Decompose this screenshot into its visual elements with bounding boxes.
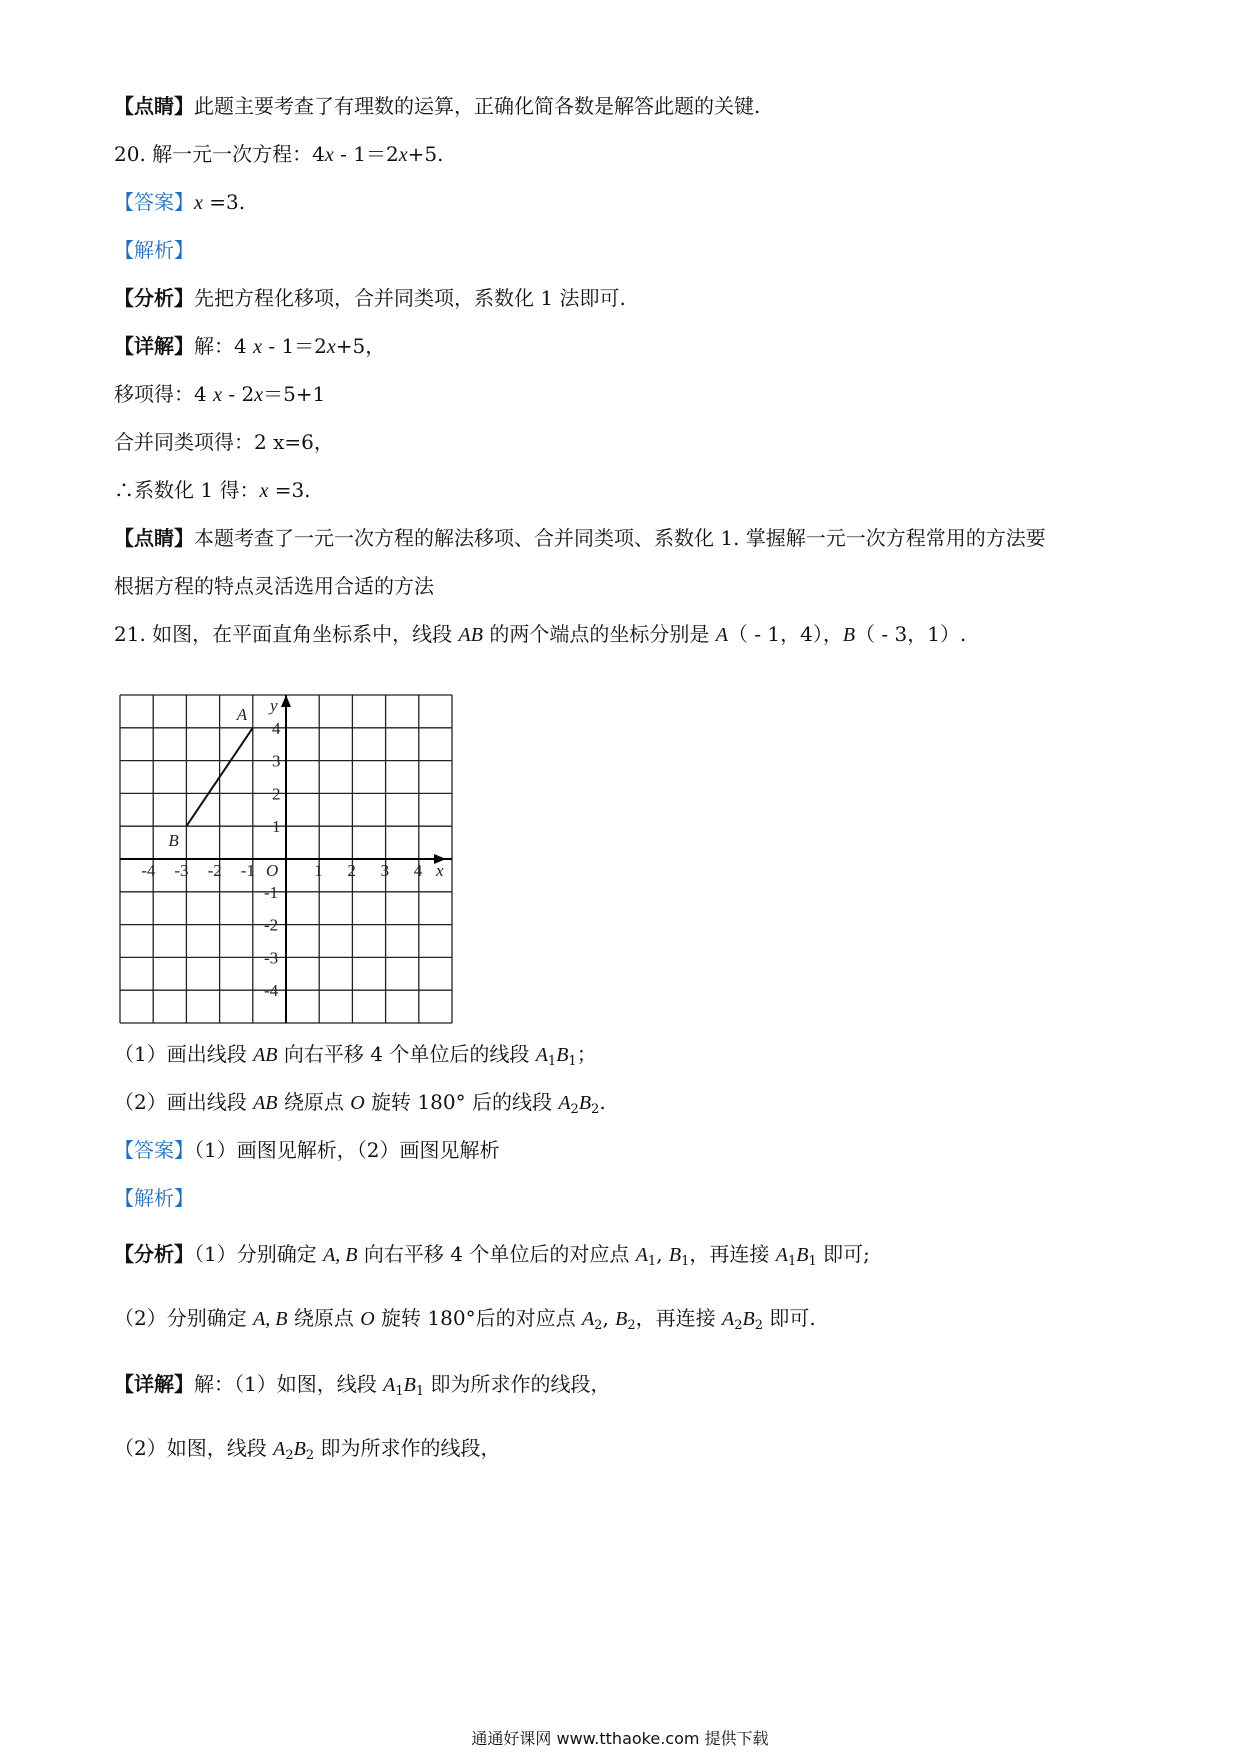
y-tick-label: 3 (272, 751, 281, 771)
fenxi-text: 旋转 180°后的对应点 (374, 1306, 582, 1330)
subscript: 1 (808, 1254, 817, 1269)
coordinate-grid-figure (118, 693, 454, 1025)
subscript: 2 (754, 1318, 764, 1333)
step-text: ∴系数化 1 得： (114, 478, 260, 502)
dianjing-line-1 (114, 92, 760, 120)
question-stem: 解一元一次方程：4 (152, 142, 325, 166)
subscript: 1 (395, 1384, 404, 1399)
x-tick-label: -2 (207, 861, 222, 880)
answer-tag: 【答案】 (114, 1138, 194, 1162)
var-x: x (194, 192, 203, 214)
jiexi-tag: 【解析】 (114, 238, 194, 262)
subscript: 1 (647, 1254, 657, 1269)
var-O: O (360, 1308, 375, 1330)
subscript: 1 (547, 1054, 557, 1069)
fenxi-text: （1）分别确定 (194, 1242, 324, 1266)
xiangjie-text: 解：（1）如图，线段 (194, 1372, 384, 1396)
xiangjie-tag: 【详解】 (114, 1372, 194, 1396)
question-number: 20. (114, 142, 146, 166)
answer-text: （1）画图见解析，（2）画图见解析 (194, 1138, 500, 1162)
var-x: x (326, 336, 336, 358)
dianjing-tag: 【点睛】 (114, 94, 194, 118)
var-x: x (253, 336, 262, 358)
step-transpose (114, 380, 325, 409)
var-x: x (398, 144, 408, 166)
var-A: A (715, 624, 728, 646)
jiexi-line-2 (114, 1184, 194, 1212)
answer-value: =3. (202, 190, 246, 214)
y-tick-label: -3 (264, 948, 279, 968)
answer-tag: 【答案】 (114, 190, 194, 214)
y-tick-label: 1 (272, 817, 281, 837)
y-axis-label: y (270, 696, 278, 715)
step-text: 移项得：4 (114, 382, 214, 406)
var-x: x (213, 384, 222, 406)
xiangjie-line-2 (114, 1370, 610, 1399)
question-number: 21. (114, 622, 146, 646)
step-text: ＝5+1 (263, 382, 326, 406)
subscript: 2 (594, 1318, 603, 1333)
subscript: 2 (285, 1448, 294, 1463)
sub-text: （2）画出线段 (114, 1090, 254, 1114)
origin-label: O (266, 861, 279, 880)
subscript: 2 (591, 1102, 600, 1117)
point-B-label: B (168, 831, 179, 851)
question-stem: （ - 1，4）， (727, 622, 843, 646)
jiexi-line-1 (114, 236, 194, 264)
x-tick-label: 1 (314, 861, 323, 880)
var-B1: B (668, 1244, 682, 1266)
var-A-B: A, B (253, 1308, 288, 1330)
fenxi-text: ，再连接 (689, 1242, 776, 1266)
subscript: 2 (627, 1318, 636, 1333)
y-tick-label: -1 (264, 882, 279, 902)
step-coefficient (114, 476, 311, 505)
y-tick-label: 4 (272, 718, 281, 738)
dianjing-line-2b (114, 572, 434, 600)
var-A2: A (581, 1308, 595, 1330)
var-AB: AB (253, 1044, 278, 1066)
step-text: - 2 (221, 382, 255, 406)
var-B1: B (796, 1244, 809, 1266)
var-B1: B (556, 1044, 569, 1066)
var-B2: B (293, 1438, 306, 1460)
dianjing-line-2a (114, 524, 1046, 552)
x-tick-label: -4 (141, 861, 156, 880)
xiangjie-text: 即为所求作的线段， (314, 1436, 501, 1460)
coordinate-grid-svg (118, 693, 454, 1025)
question-21 (114, 620, 966, 649)
question-stem: 的两个端点的坐标分别是 (482, 622, 716, 646)
step-combine (114, 428, 334, 456)
step-text: 合并同类项得：2 x=6， (114, 430, 334, 454)
step-text: +5， (335, 334, 386, 358)
xiangjie-line-1 (114, 332, 385, 361)
subscript: 1 (415, 1384, 425, 1399)
sub-text: （1）画出线段 (114, 1042, 254, 1066)
step-text: =3. (268, 478, 311, 502)
comma: , (656, 1242, 669, 1266)
point-A-label: A (236, 704, 248, 724)
fenxi-tag: 【分析】 (114, 286, 194, 310)
var-A1: A (535, 1044, 548, 1066)
sub-text: 向右平移 4 个单位后的线段 (277, 1042, 536, 1066)
fenxi-text: 绕原点 (287, 1306, 361, 1330)
question-20 (114, 140, 443, 169)
fenxi-line-2 (114, 1240, 870, 1269)
var-A-B: A, B (323, 1244, 358, 1266)
subscript: 1 (787, 1254, 797, 1269)
fenxi-text: （2）分别确定 (114, 1306, 254, 1330)
var-O: O (350, 1092, 365, 1114)
answer-20 (114, 188, 245, 217)
fenxi-text: 先把方程化移项，合并同类项，系数化 1 法即可. (194, 286, 626, 310)
x-axis-label: x (436, 861, 444, 880)
var-B: B (842, 624, 856, 646)
fenxi-line-3 (114, 1304, 816, 1333)
var-A1: A (383, 1374, 396, 1396)
var-A2: A (273, 1438, 286, 1460)
x-tick-label: -3 (174, 861, 189, 880)
subscript: 2 (570, 1102, 579, 1117)
var-A1: A (775, 1244, 788, 1266)
dianjing-text: 根据方程的特点灵活选用合适的方法 (114, 574, 434, 598)
subscript: 2 (734, 1318, 743, 1333)
dianjing-text: 本题考查了一元一次方程的解法移项、合并同类项、系数化 1. 掌握解一元一次方程常用的方法要 (194, 526, 1046, 550)
var-x: x (324, 144, 334, 166)
dianjing-tag: 【点睛】 (114, 526, 194, 550)
xiangjie-tag: 【详解】 (114, 334, 194, 358)
step-text: - 1＝2 (261, 334, 327, 358)
var-AB: AB (253, 1092, 278, 1114)
step-text: 解：4 (194, 334, 254, 358)
x-tick-label: -1 (240, 861, 255, 880)
var-x: x (254, 384, 264, 406)
var-x: x (259, 480, 269, 502)
fenxi-text: 即可; (816, 1242, 870, 1266)
xiangjie-line-3 (114, 1434, 500, 1463)
var-B2: B (615, 1308, 628, 1330)
x-tick-label: 4 (413, 861, 423, 880)
var-B2: B (578, 1092, 592, 1114)
comma: , (602, 1306, 616, 1330)
x-tick-label: 3 (380, 861, 390, 880)
question-stem: 如图，在平面直角坐标系中，线段 (152, 622, 459, 646)
sub-text: 旋转 180° 后的线段 (364, 1090, 559, 1114)
var-B2: B (742, 1308, 755, 1330)
y-tick-label: -2 (264, 915, 279, 935)
var-AB: AB (458, 624, 483, 646)
subscript: 2 (305, 1448, 315, 1463)
fenxi-tag: 【分析】 (114, 1242, 194, 1266)
var-A2: A (558, 1092, 571, 1114)
jiexi-tag: 【解析】 (114, 1186, 194, 1210)
question-stem: （ - 3，1）. (855, 622, 967, 646)
xiangjie-text: （2）如图，线段 (114, 1436, 274, 1460)
var-A1: A (635, 1244, 648, 1266)
answer-21 (114, 1136, 499, 1164)
subscript: 1 (568, 1054, 577, 1069)
subscript: 1 (681, 1254, 690, 1269)
eq-part: +5. (407, 142, 444, 166)
sub-question-1: （1）画出线段 AB 向右平移 4 个单位后的线段 $A_1B_1$； (114, 1042, 597, 1069)
var-B1: B (403, 1374, 416, 1396)
x-tick-label: 2 (347, 861, 356, 880)
y-tick-label: 2 (272, 784, 281, 804)
dianjing-text: 此题主要考查了有理数的运算，正确化简各数是解答此题的关键. (194, 94, 761, 118)
y-tick-label: -4 (264, 981, 279, 1001)
sub-question-2: （2）画出线段 AB 绕原点 O 旋转 180° 后的线段 $A_2B_2$. (114, 1090, 606, 1117)
sub-text: 绕原点 (277, 1090, 351, 1114)
y-axis-arrow-icon (281, 695, 291, 707)
xiangjie-text: 即为所求作的线段， (424, 1372, 611, 1396)
page-footer: 通通好课网 www.tthaoke.com 提供下载 (471, 1729, 769, 1748)
fenxi-text: ，再连接 (635, 1306, 723, 1330)
fenxi-text: 即可. (763, 1306, 816, 1330)
eq-part: - 1＝2 (333, 142, 399, 166)
fenxi-text: 向右平移 4 个单位后的对应点 (357, 1242, 636, 1266)
fenxi-line-1 (114, 284, 626, 312)
var-A2: A (722, 1308, 735, 1330)
